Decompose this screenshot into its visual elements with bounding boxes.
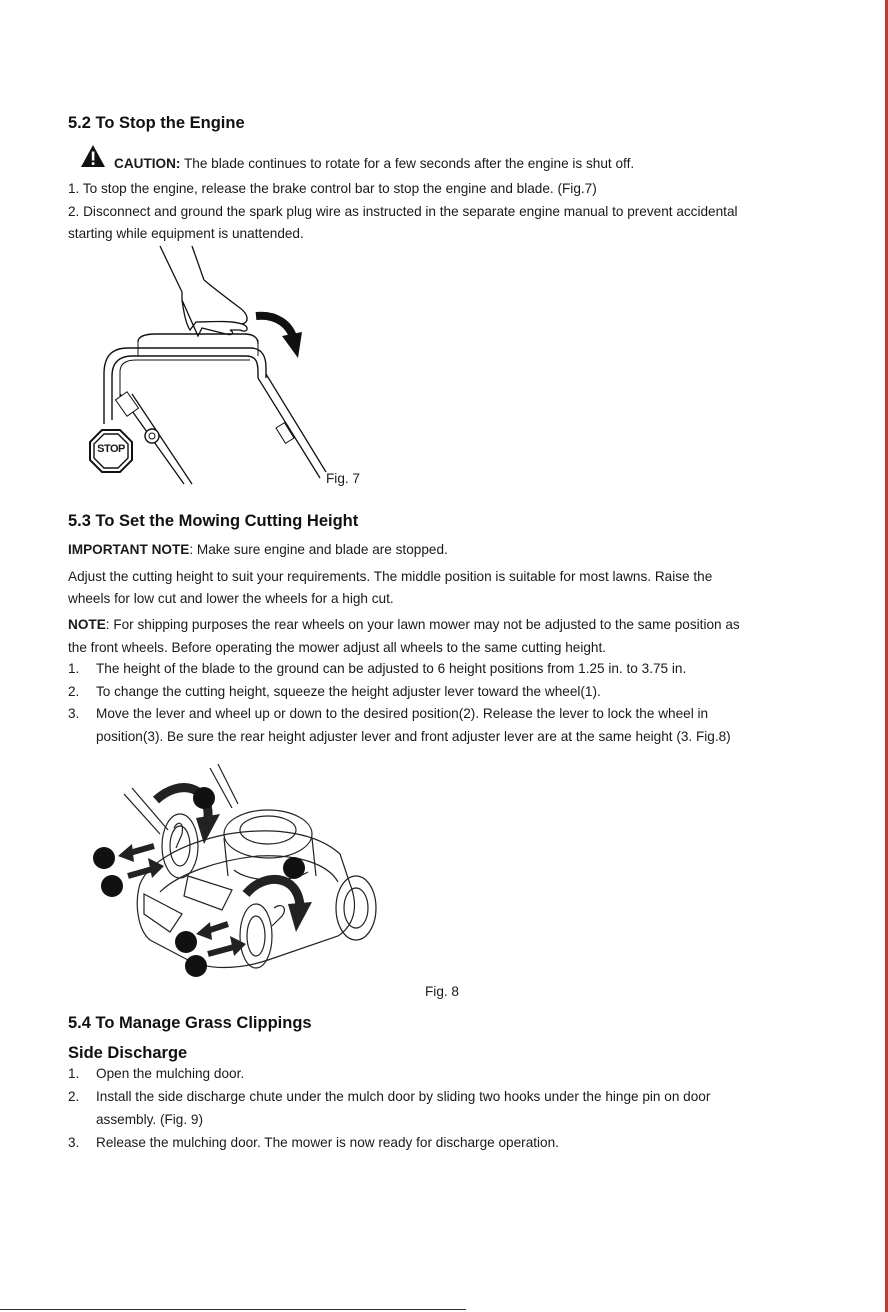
note-label: NOTE xyxy=(68,617,106,632)
caution-line xyxy=(114,156,634,171)
figure-8-label: Fig. 8 xyxy=(425,984,459,999)
stop-step-2-cont: starting while equipment is unattended. xyxy=(68,226,304,241)
list-item: Install the side discharge chute under the mulch door by sliding two hooks under the hinge pin on door xyxy=(96,1089,711,1104)
warning-triangle-icon xyxy=(80,144,106,168)
list-item-number: 1. xyxy=(68,661,80,676)
list-item-number: 3. xyxy=(68,1135,80,1150)
list-item: Open the mulching door. xyxy=(96,1066,245,1081)
subheading-side-discharge: Side Discharge xyxy=(68,1044,188,1062)
important-note-label: IMPORTANT NOTE xyxy=(68,542,190,557)
height-para-line-1: Adjust the cutting height to suit your requirements. The middle position is suitable for most lawns. Raise the xyxy=(68,569,713,584)
stop-sign-icon xyxy=(88,428,134,474)
important-note-text: : Make sure engine and blade are stopped. xyxy=(189,542,448,557)
note-text: : For shipping purposes the rear wheels on your lawn mower may not be adjusted to the same position as xyxy=(105,617,740,632)
list-item-number: 3. xyxy=(68,706,80,721)
important-note-line xyxy=(68,542,448,557)
section-heading-5-2: 5.2 To Stop the Engine xyxy=(68,114,245,132)
note-line-1 xyxy=(68,617,740,632)
stop-step-2: 2. Disconnect and ground the spark plug wire as instructed in the separate engine manual to prevent accidental xyxy=(68,204,738,219)
section-heading-5-3: 5.3 To Set the Mowing Cutting Height xyxy=(68,512,359,530)
stop-sign-text: STOP xyxy=(97,443,125,455)
section-heading-5-4: 5.4 To Manage Grass Clippings xyxy=(68,1014,312,1032)
list-item-cont: position(3). Be sure the rear height adjuster lever and front adjuster lever are at the same height (3. Fig.8) xyxy=(96,729,731,744)
list-item: Move the lever and wheel up or down to the desired position(2). Release the lever to lock the wheel in xyxy=(96,706,709,721)
list-item-number: 1. xyxy=(68,1066,80,1081)
list-item: The height of the blade to the ground can be adjusted to 6 height positions from 1.25 in. to 3.75 in. xyxy=(96,661,687,676)
list-item: Release the mulching door. The mower is now ready for discharge operation. xyxy=(96,1135,559,1150)
note-line-2: the front wheels. Before operating the mower adjust all wheels to the same cutting height. xyxy=(68,640,607,655)
footer-rule xyxy=(0,1309,466,1310)
height-para-line-2: wheels for low cut and lower the wheels for a high cut. xyxy=(68,591,394,606)
list-item-number: 2. xyxy=(68,1089,80,1104)
figure-7-label: Fig. 7 xyxy=(326,471,360,486)
list-item-cont: assembly. (Fig. 9) xyxy=(96,1112,204,1127)
caution-label: CAUTION: xyxy=(114,156,181,171)
list-item-number: 2. xyxy=(68,684,80,699)
figure-8-illustration xyxy=(88,764,388,980)
stop-step-1: 1. To stop the engine, release the brake control bar to stop the engine and blade. (Fig.7) xyxy=(68,181,597,196)
list-item: To change the cutting height, squeeze the height adjuster lever toward the wheel(1). xyxy=(96,684,601,699)
caution-text: The blade continues to rotate for a few seconds after the engine is shut off. xyxy=(180,156,635,171)
